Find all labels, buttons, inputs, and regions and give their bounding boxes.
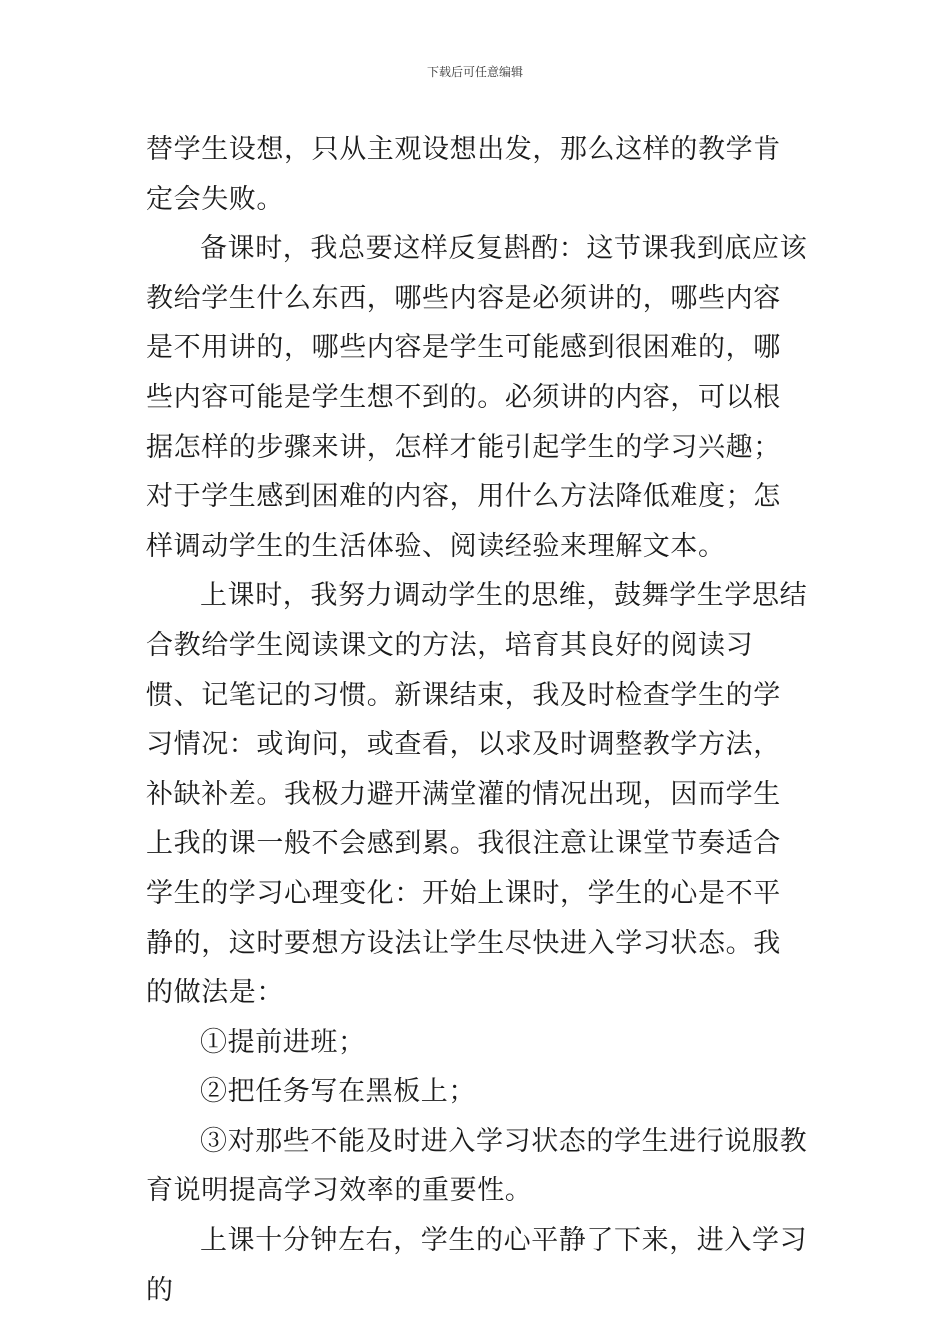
paragraph-continuation: 替学生设想，只从主观设想出发，那么这样的教学肯定会失败。 (146, 134, 781, 215)
document-body (146, 125, 808, 1315)
paragraph-ten-minutes: 上课十分钟左右，学生的心平静了下来，进入学习的 (146, 1225, 808, 1306)
page-header-note: 下载后可任意编辑 (426, 65, 523, 79)
paragraph-in-class: 上课时，我努力调动学生的思维，鼓舞学生学思结合教给学生阅读课文的方法，培育其良好的阅读习惯、记笔记的习惯。新课结束，我及时检查学生的学习情况：或询问，或查看，以求及时调整教学方法，补缺补差。我极力避开满堂灌的情况出现，因而学生上我的课一般不会感到累。我很注意让课堂节奏适合学生的学习心理变化：开始上课时，学生的心是不平静的，这时要想方设法让学生尽快进入学习状态。我的做法是： (146, 580, 808, 1009)
list-item-step-2: ②把任务写在黑板上； (200, 1076, 476, 1108)
paragraph-lesson-preparation: 备课时，我总要这样反复斟酌：这节课我到底应该教给学生什么东西，哪些内容是必须讲的，哪些内容是不用讲的，哪些内容是学生可能感到很困难的，哪些内容可能是学生想不到的。必须讲的内容，可以根据怎样的步骤来讲，怎样才能引起学生的学习兴趣；对于学生感到困难的内容，用什么方法降低难度；怎样调动学生的生活体验、阅读经验来理解文本。 (146, 233, 808, 562)
list-item-step-1: ①提前进班； (200, 1026, 366, 1058)
list-item-step-3: ③对那些不能及时进入学习状态的学生进行说服教育说明提高学习效率的重要性。 (146, 1125, 808, 1207)
